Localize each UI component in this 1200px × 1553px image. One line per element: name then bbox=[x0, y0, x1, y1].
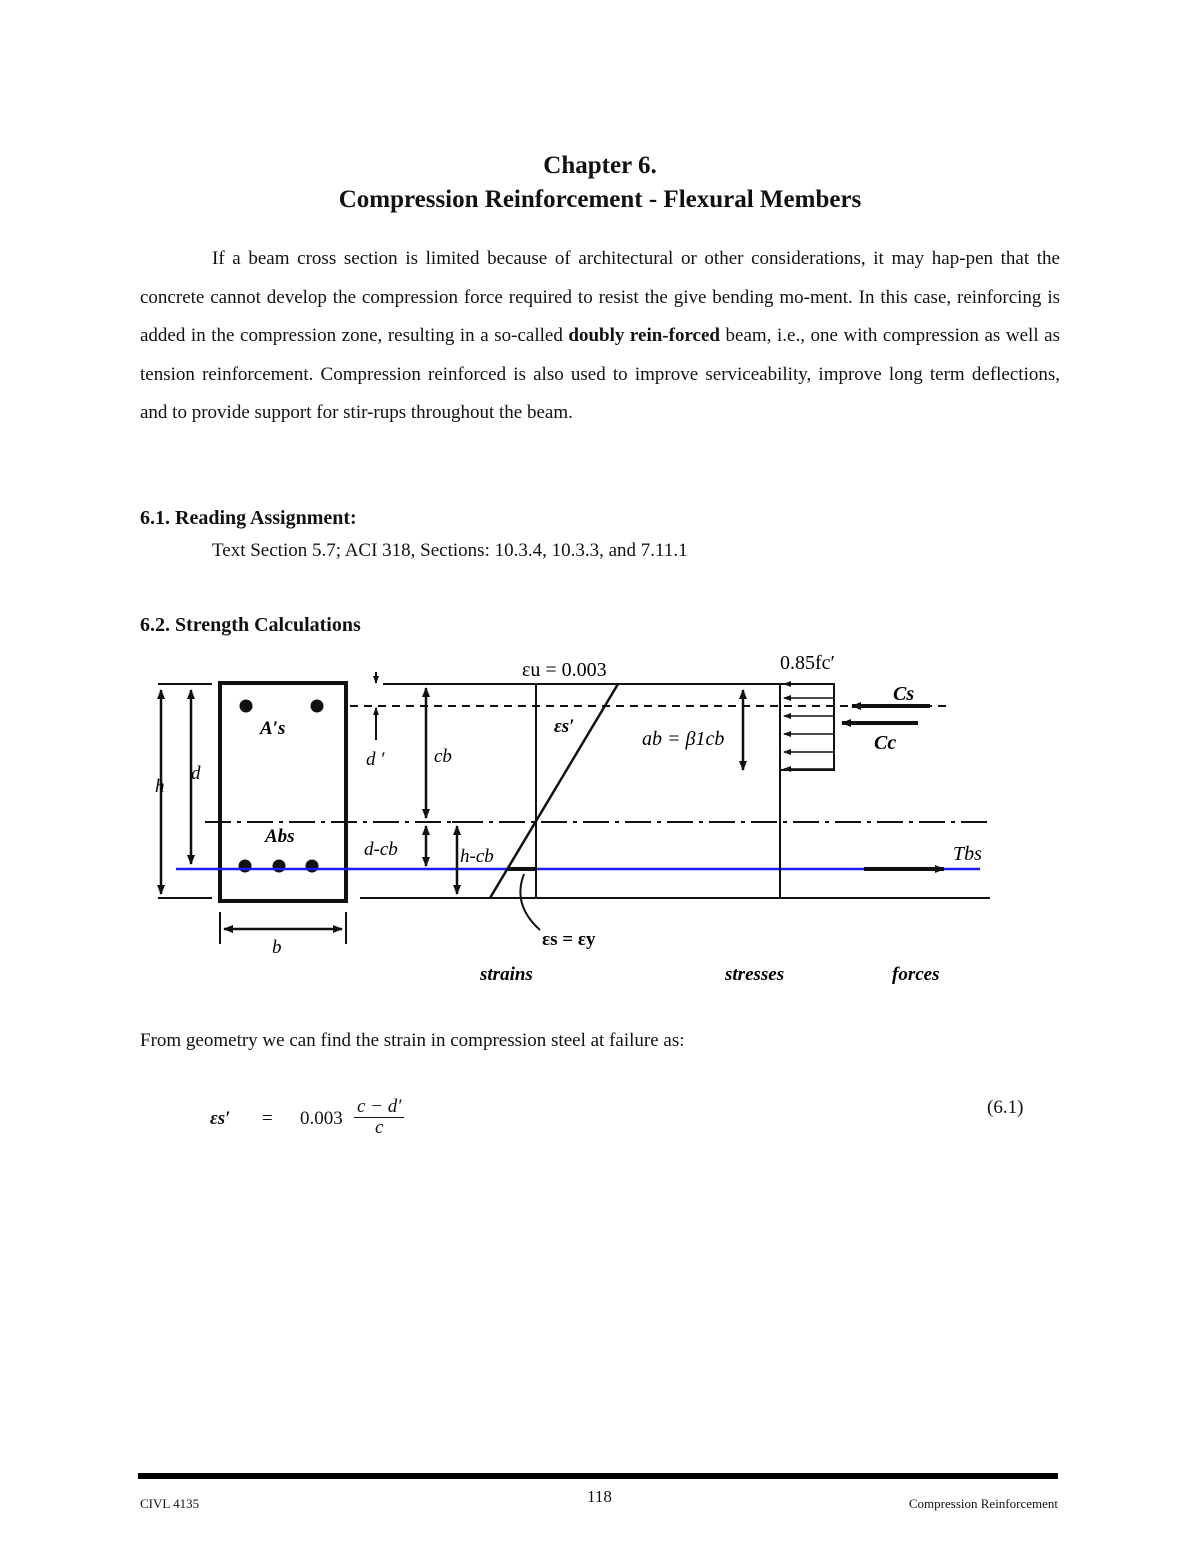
Abs-label: Abs bbox=[265, 826, 295, 847]
footer-page-number: 118 bbox=[587, 1487, 612, 1506]
equation-numerator: c − d′ bbox=[354, 1097, 404, 1118]
h-label: h bbox=[155, 776, 165, 797]
chapter-number: Chapter 6. bbox=[543, 152, 657, 179]
equation-lhs: εs′ bbox=[210, 1108, 231, 1129]
d-label: d bbox=[191, 763, 201, 784]
Tbs-label: Tbs bbox=[953, 843, 982, 865]
b-label: b bbox=[272, 937, 282, 958]
intro-paragraph bbox=[140, 240, 1060, 433]
equation-number: (6.1) bbox=[987, 1097, 1024, 1118]
geometry-paragraph: From geometry we can find the strain in compression steel at failure as: bbox=[140, 1030, 685, 1051]
footer-chapter: Compression Reinforcement bbox=[908, 1496, 1058, 1511]
Cs-label: Cs bbox=[893, 683, 915, 705]
eps-u-label: εu = 0.003 bbox=[522, 659, 607, 681]
equation-denominator: c bbox=[374, 1117, 384, 1138]
forces-caption: forces bbox=[892, 964, 940, 985]
tension-bar bbox=[306, 860, 319, 873]
equation-fraction bbox=[354, 1097, 404, 1138]
As-prime-label: A′s bbox=[260, 718, 286, 739]
d-minus-cb-label: d-cb bbox=[364, 839, 398, 860]
beam-section-diagram bbox=[0, 640, 1200, 1000]
equation-coefficient: 0.003 bbox=[300, 1108, 343, 1129]
tension-bar bbox=[239, 860, 252, 873]
h-minus-cb-label: h-cb bbox=[460, 846, 494, 867]
intro-bold-term: doubly rein-forced bbox=[568, 325, 720, 347]
stress-top-label: 0.85fc′ bbox=[780, 652, 835, 674]
compression-bar bbox=[311, 700, 324, 713]
reading-assignment-text: Text Section 5.7; ACI 318, Sections: 10.3.4, 10.3.3, and 7.11.1 bbox=[212, 540, 688, 561]
cb-label: cb bbox=[434, 746, 452, 767]
compression-bar bbox=[240, 700, 253, 713]
eps-s-eq-label: εs = εy bbox=[542, 929, 596, 950]
stresses-caption: stresses bbox=[725, 964, 785, 985]
ab-eq-label: ab = β1cb bbox=[642, 728, 725, 750]
intro-text-2: beam, i.e., one with compression as well as tension reinforcement. Compression reinforced is also used to improve serviceability, improve long term deflections, and to provide support for stir-rups throughout the beam. bbox=[140, 325, 1060, 424]
stress-block bbox=[780, 684, 834, 770]
section-heading-reading: 6.1. Reading Assignment: bbox=[140, 507, 357, 529]
footer-course: CIVL 4135 bbox=[140, 1496, 200, 1511]
chapter-title: Compression Reinforcement - Flexural Members bbox=[338, 186, 862, 213]
equation-operator: = bbox=[262, 1108, 273, 1129]
steel-strain-leader bbox=[520, 874, 540, 930]
footer-rule bbox=[138, 1473, 1058, 1479]
intro-text-1: If a beam cross section is limited because of architectural or other considerations, it may hap-pen that the concrete cannot develop the compression force required to resist the give bending mo-ment. In this case, reinforcing is added in the compression zone, resulting in a so-called bbox=[140, 248, 1060, 347]
strains-caption: strains bbox=[480, 964, 533, 985]
d-prime-label: d ′ bbox=[366, 749, 385, 770]
section-heading-strength: 6.2. Strength Calculations bbox=[140, 614, 361, 636]
eps-s-prime-label: εs′ bbox=[554, 716, 575, 737]
tension-bar bbox=[273, 860, 286, 873]
Cc-label: Cc bbox=[874, 732, 897, 754]
